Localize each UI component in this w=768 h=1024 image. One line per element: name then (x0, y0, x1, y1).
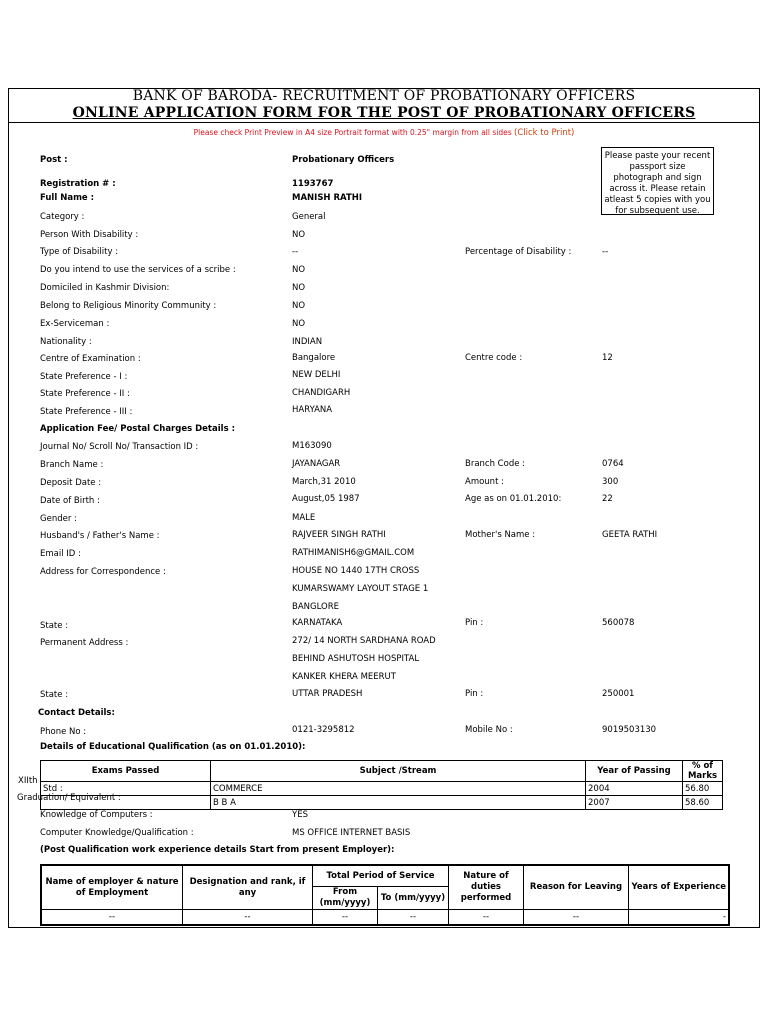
label-pref2: State Preference - II : (40, 389, 130, 399)
value-comp-qual: MS OFFICE INTERNET BASIS (292, 828, 411, 838)
col-period: Total Period of Service (313, 865, 449, 887)
col-year: Year of Passing (586, 761, 683, 782)
table-row (41, 796, 723, 810)
value-pref1: NEW DELHI (292, 370, 341, 380)
col-designation: Designation and rank, if any (183, 865, 313, 910)
col-subject: Subject /Stream (211, 761, 586, 782)
label-scribe: Do you intend to use the services of a scribe : (40, 265, 236, 275)
corr-address-line: HOUSE NO 1440 17TH CROSS (292, 566, 420, 576)
value-amount: 300 (602, 477, 619, 487)
table-row (41, 782, 723, 796)
label-disability-type: Type of Disability : (40, 247, 119, 257)
cell: -- (183, 910, 313, 926)
cell-marks: 58.60 (683, 796, 723, 810)
label-deposit: Deposit Date : (40, 478, 102, 488)
value-computers: YES (292, 810, 308, 820)
value-pin1: 560078 (602, 618, 635, 628)
label-registration: Registration # : (40, 179, 116, 189)
value-centre: Bangalore (292, 353, 336, 363)
label-branch-code: Branch Code : (465, 459, 526, 469)
label-centre-code: Centre code : (465, 353, 523, 363)
label-corr-address: Address for Correspondence : (40, 567, 166, 577)
label-father: Husband's / Father's Name : (40, 531, 160, 541)
education-table (40, 760, 723, 810)
value-dob: August,05 1987 (292, 494, 360, 504)
value-mother: GEETA RATHI (602, 530, 658, 540)
col-marks: % of Marks (683, 761, 723, 782)
value-state2: UTTAR PRADESH (292, 689, 363, 699)
col-exams: Exams Passed (41, 761, 211, 782)
value-ex-serviceman: NO (292, 319, 306, 329)
value-journal: M163090 (292, 441, 332, 451)
work-heading: (Post Qualification work experience details Start from present Employer): (40, 845, 395, 855)
work-experience-table (40, 864, 730, 926)
perm-address-line: BEHIND ASHUTOSH HOSPITAL (292, 654, 420, 664)
cell: - (629, 910, 730, 926)
label-disability-pct: Percentage of Disability : (465, 247, 572, 257)
value-centre-code: 12 (602, 353, 613, 363)
value-mobile: 9019503130 (602, 725, 657, 735)
label-journal: Journal No/ Scroll No/ Transaction ID : (40, 442, 199, 452)
col-reason: Reason for Leaving (524, 865, 629, 910)
perm-address-line: 272/ 14 NORTH SARDHANA ROAD (292, 636, 436, 646)
col-from: From (mm/yyyy) (313, 887, 378, 910)
label-gender: Gender : (40, 514, 77, 524)
value-deposit: March,31 2010 (292, 477, 356, 487)
label-branch: Branch Name : (40, 460, 104, 470)
cell: -- (449, 910, 524, 926)
work-header-row (41, 865, 729, 887)
value-category: General (292, 212, 326, 222)
value-disability: NO (292, 230, 306, 240)
value-pin2: 250001 (602, 689, 635, 699)
cell-subject: B B A (211, 796, 586, 810)
col-years: Years of Experience (629, 865, 730, 910)
label-pin1: Pin : (465, 618, 484, 628)
value-branch-code: 0764 (602, 459, 624, 469)
contact-heading: Contact Details: (38, 708, 115, 718)
edu-row-label: XIIth (18, 776, 38, 786)
value-phone: 0121-3295812 (292, 725, 355, 735)
cell: -- (41, 910, 183, 926)
label-full-name: Full Name : (40, 193, 95, 203)
fee-heading: Application Fee/ Postal Charges Details : (40, 424, 235, 434)
label-dob: Date of Birth : (40, 496, 100, 506)
label-pref1: State Preference - I : (40, 372, 128, 382)
photo-box: Please paste your recent passport size photograph and sign across it. Please retain atleast 5 copies with you for subsequent use. (601, 147, 714, 215)
col-to: To (mm/yyyy) (378, 887, 449, 910)
corr-address-line: BANGLORE (292, 602, 339, 612)
value-age: 22 (602, 494, 613, 504)
form-title: BANK OF BARODA- RECRUITMENT OF PROBATIONARY OFFICERS (132, 88, 636, 104)
value-scribe: NO (292, 265, 306, 275)
label-state1: State : (40, 621, 69, 631)
value-pref2: CHANDIGARH (292, 388, 351, 398)
label-comp-qual: Computer Knowledge/Qualification : (40, 828, 194, 838)
label-kashmir: Domiciled in Kashmir Division: (40, 283, 170, 293)
value-kashmir: NO (292, 283, 306, 293)
label-email: Email ID : (40, 549, 81, 559)
cell: -- (378, 910, 449, 926)
col-duties: Nature of duties performed (449, 865, 524, 910)
label-computers: Knowledge of Computers : (40, 810, 153, 820)
value-father: RAJVEER SINGH RATHI (292, 530, 386, 540)
form-subtitle: ONLINE APPLICATION FORM FOR THE POST OF PROBATIONARY OFFICERS (72, 105, 696, 121)
corr-address-line: KUMARSWAMY LAYOUT STAGE 1 (292, 584, 429, 594)
value-state1: KARNATAKA (292, 618, 343, 628)
label-minority: Belong to Religious Minority Community : (40, 301, 217, 311)
cell-subject: COMMERCE (211, 782, 586, 796)
label-perm-address: Permanent Address : (40, 638, 129, 648)
label-amount: Amount : (465, 477, 504, 487)
value-nationality: INDIAN (292, 337, 323, 347)
label-post: Post : (40, 155, 68, 165)
print-note: Please check Print Preview in A4 size Portrait format with 0.25" margin from all sides (Click to Print) (193, 128, 575, 138)
label-ex-serviceman: Ex-Serviceman : (40, 319, 110, 329)
label-nationality: Nationality : (40, 337, 92, 347)
education-header-row (41, 761, 723, 782)
label-mobile: Mobile No : (465, 725, 513, 735)
cell: -- (524, 910, 629, 926)
print-link[interactable]: (Click to Print) (514, 128, 575, 138)
cell-exam: Std : (41, 782, 211, 796)
cell: -- (313, 910, 378, 926)
value-branch: JAYANAGAR (292, 459, 341, 469)
value-minority: NO (292, 301, 306, 311)
title-divider (8, 122, 760, 123)
perm-address-line: KANKER KHERA MEERUT (292, 672, 396, 682)
label-pref3: State Preference - III : (40, 407, 133, 417)
label-category: Category : (40, 212, 85, 222)
value-gender: MALE (292, 513, 316, 523)
table-row (41, 910, 729, 926)
label-pin2: Pin : (465, 689, 484, 699)
label-age: Age as on 01.01.2010: (465, 494, 562, 504)
label-mother: Mother's Name : (465, 530, 536, 540)
cell-marks: 56.80 (683, 782, 723, 796)
cell-year: 2007 (586, 796, 683, 810)
value-disability-type: -- (292, 247, 299, 257)
value-post: Probationary Officers (292, 155, 395, 165)
value-disability-pct: -- (602, 247, 609, 257)
cell-year: 2004 (586, 782, 683, 796)
label-centre: Centre of Examination : (40, 354, 141, 364)
label-state2: State : (40, 690, 69, 700)
value-registration: 1193767 (292, 179, 334, 189)
label-disability: Person With Disability : (40, 230, 139, 240)
label-phone: Phone No : (40, 727, 87, 737)
value-email: RATHIMANISH6@GMAIL.COM (292, 548, 415, 558)
value-pref3: HARYANA (292, 405, 333, 415)
edu-row-label: Graduation/ Equivalent : (17, 793, 121, 803)
col-employer: Name of employer & nature of Employment (41, 865, 183, 910)
value-full-name: MANISH RATHI (292, 193, 363, 203)
edu-heading: Details of Educational Qualification (as on 01.01.2010): (40, 742, 306, 752)
